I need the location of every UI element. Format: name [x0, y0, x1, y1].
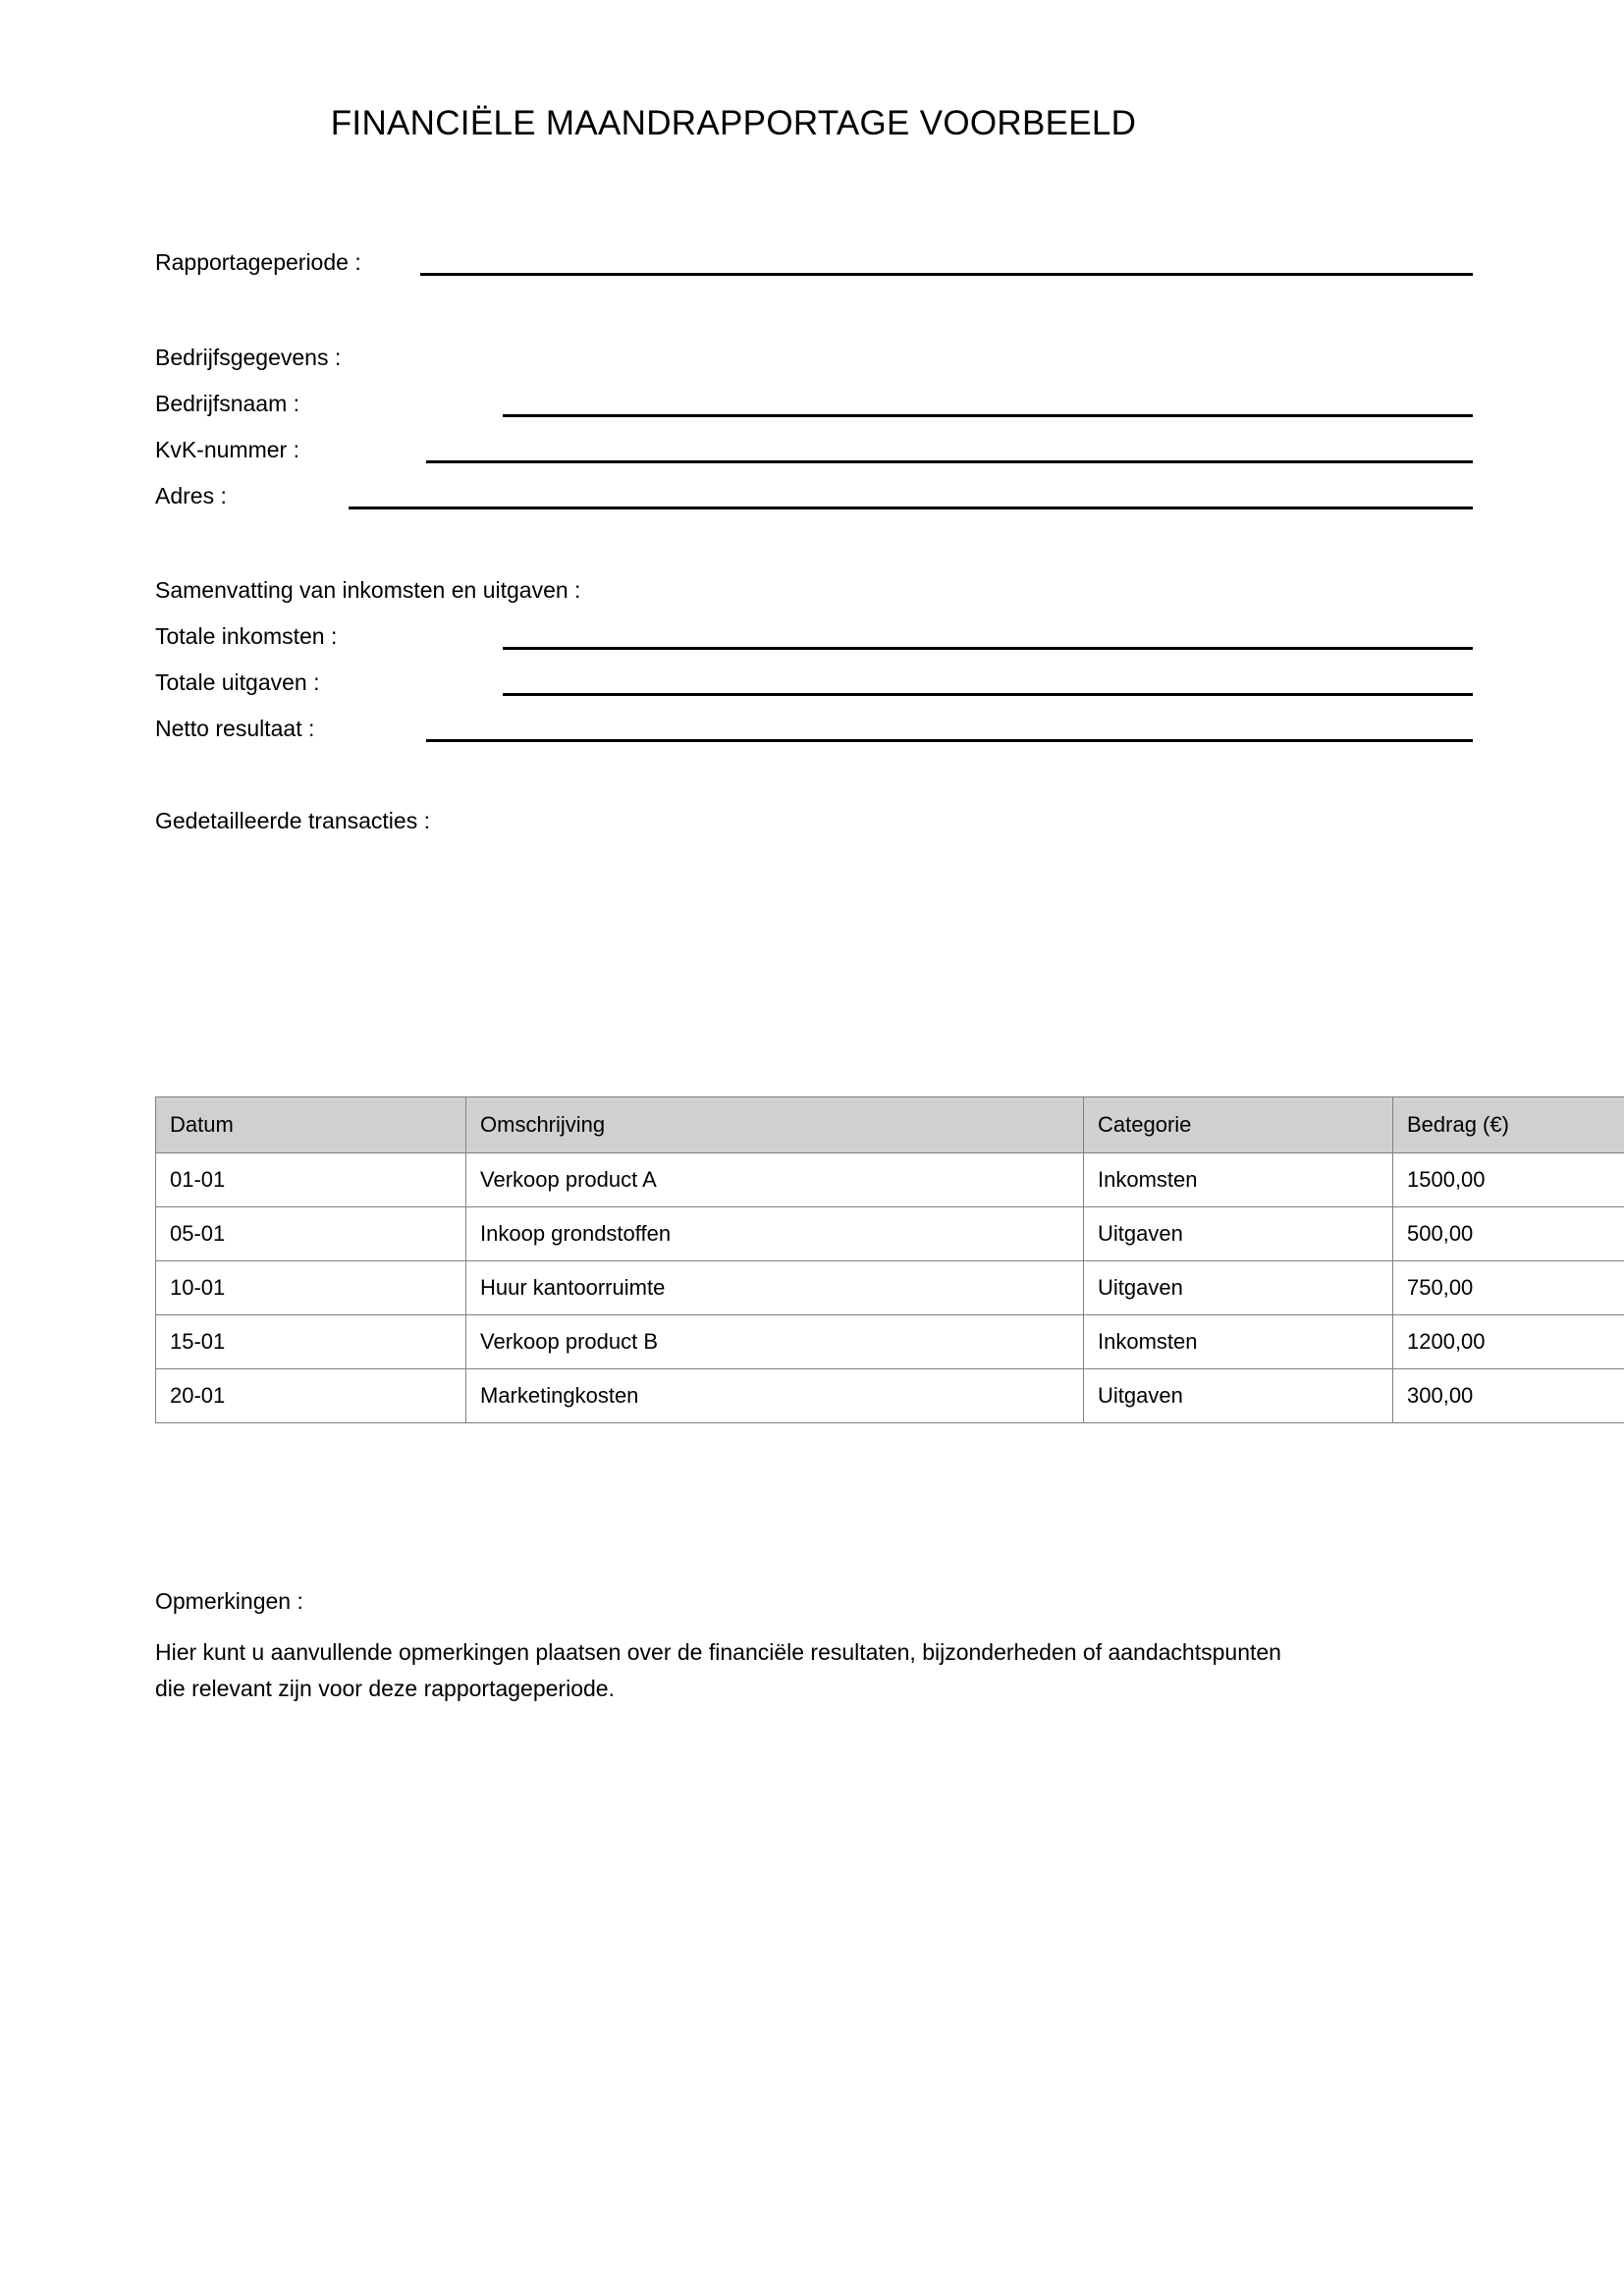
cell-categorie: Inkomsten	[1084, 1153, 1393, 1207]
column-header-categorie: Categorie	[1084, 1097, 1393, 1153]
column-header-datum: Datum	[156, 1097, 466, 1153]
cell-bedrag: 750,00	[1393, 1261, 1624, 1315]
page-title: FINANCIËLE MAANDRAPPORTAGE VOORBEELD	[330, 104, 1137, 142]
cell-datum: 15-01	[156, 1315, 466, 1369]
heading-samenvatting: Samenvatting van inkomsten en uitgaven :	[155, 577, 581, 603]
label-bedrijfsnaam: Bedrijfsnaam :	[155, 391, 300, 416]
label-totale-uitgaven: Totale uitgaven :	[155, 669, 320, 695]
cell-bedrag: 1200,00	[1393, 1315, 1624, 1369]
field-adres[interactable]	[349, 507, 1473, 509]
field-totale-inkomsten[interactable]	[503, 647, 1473, 650]
field-kvk-nummer[interactable]	[426, 460, 1473, 463]
table-row	[156, 1261, 1624, 1315]
cell-categorie: Uitgaven	[1084, 1261, 1393, 1315]
heading-opmerkingen: Opmerkingen :	[155, 1588, 303, 1614]
cell-datum: 20-01	[156, 1369, 466, 1423]
heading-bedrijfsgegevens: Bedrijfsgegevens :	[155, 345, 342, 370]
column-header-omschrijving: Omschrijving	[466, 1097, 1084, 1153]
cell-omschrijving: Huur kantoorruimte	[466, 1261, 1084, 1315]
cell-categorie: Inkomsten	[1084, 1315, 1393, 1369]
table-row	[156, 1153, 1624, 1207]
notes-body-text: Hier kunt u aanvullende opmerkingen plaatsen over de financiële resultaten, bijzonderheden of aandachtspunten die relevant zijn voor deze rapportageperiode.	[155, 1639, 1281, 1701]
cell-omschrijving: Verkoop product A	[466, 1153, 1084, 1207]
label-netto-resultaat: Netto resultaat :	[155, 716, 315, 741]
heading-gedetailleerde-transacties: Gedetailleerde transacties :	[155, 808, 430, 833]
cell-categorie: Uitgaven	[1084, 1369, 1393, 1423]
cell-omschrijving: Inkoop grondstoffen	[466, 1207, 1084, 1261]
cell-omschrijving: Verkoop product B	[466, 1315, 1084, 1369]
transactions-table	[155, 1096, 1624, 1423]
table-row	[156, 1369, 1624, 1423]
field-totale-uitgaven[interactable]	[503, 693, 1473, 696]
table-row	[156, 1315, 1624, 1369]
field-netto-resultaat[interactable]	[426, 739, 1473, 742]
label-totale-inkomsten: Totale inkomsten :	[155, 623, 338, 649]
cell-bedrag: 500,00	[1393, 1207, 1624, 1261]
table-row	[156, 1207, 1624, 1261]
cell-categorie: Uitgaven	[1084, 1207, 1393, 1261]
cell-datum: 05-01	[156, 1207, 466, 1261]
label-adres: Adres :	[155, 483, 227, 508]
cell-datum: 01-01	[156, 1153, 466, 1207]
field-bedrijfsnaam[interactable]	[503, 414, 1473, 417]
column-header-bedrag: Bedrag (€)	[1393, 1097, 1624, 1153]
cell-bedrag: 1500,00	[1393, 1153, 1624, 1207]
table-header-row	[156, 1097, 1624, 1153]
field-rapportageperiode[interactable]	[420, 273, 1473, 276]
cell-omschrijving: Marketingkosten	[466, 1369, 1084, 1423]
cell-datum: 10-01	[156, 1261, 466, 1315]
cell-bedrag: 300,00	[1393, 1369, 1624, 1423]
label-kvk-nummer: KvK-nummer :	[155, 437, 299, 462]
label-rapportageperiode: Rapportageperiode :	[155, 249, 361, 275]
